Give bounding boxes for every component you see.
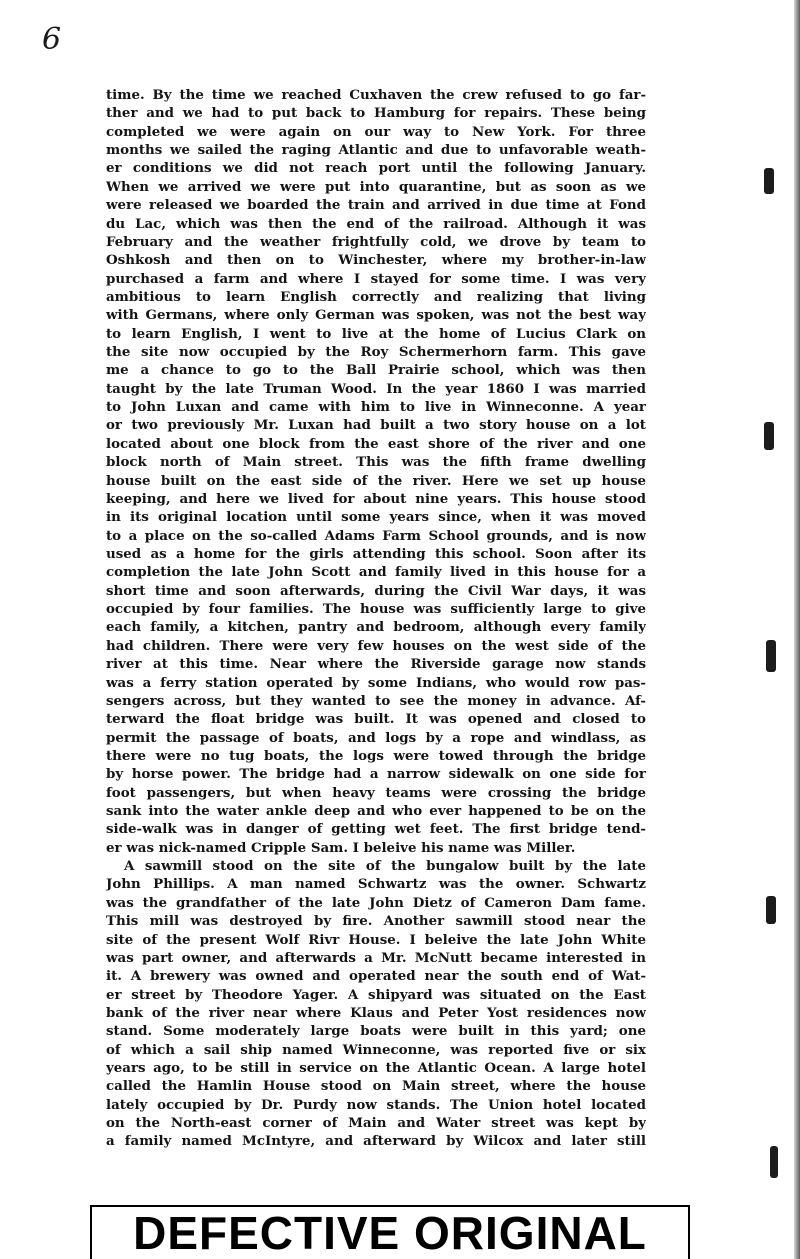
text-line: or two previously Mr. Luxan had built a two story house on a lot <box>106 417 646 434</box>
text-line: taught by the late Truman Wood. In the year 1860 I was married <box>106 380 646 397</box>
text-line: er street by Theodore Yager. A shipyard was situated on the East <box>106 986 646 1003</box>
text-line: of which a sail ship named Winneconne, was reported five or six <box>106 1041 646 1058</box>
text-line: in its original location until some years since, when it was moved <box>106 509 646 526</box>
text-line: was a ferry station operated by some Indians, who would row pas- <box>106 674 646 691</box>
text-line: terward the float bridge was built. It was opened and closed to <box>106 711 646 728</box>
margin-mark <box>764 168 774 194</box>
text-line: er conditions we did not reach port until the following January. <box>106 160 646 177</box>
text-line: months we sailed the raging Atlantic and due to unfavorable weath- <box>106 142 646 159</box>
text-line: by horse power. The bridge had a narrow sidewalk on one side for <box>106 766 646 783</box>
text-line: river at this time. Near where the Riverside garage now stands <box>106 656 646 673</box>
text-line: was part owner, and afterwards a Mr. McNutt became interested in <box>106 949 646 966</box>
text-line: site of the present Wolf Rivr House. I beleive the late John White <box>106 931 646 948</box>
text-line: completed we were again on our way to New York. For three <box>106 123 646 140</box>
text-line: to learn English, I went to live at the home of Lucius Clark on <box>106 325 646 342</box>
scan-edge-shadow <box>794 0 800 1259</box>
text-line: house built on the east side of the river. Here we set up house <box>106 472 646 489</box>
text-line: short time and soon afterwards, during the Civil War days, it was <box>106 582 646 599</box>
margin-mark <box>764 422 774 450</box>
text-line: February and the weather frightfully cold, we drove by team to <box>106 233 646 250</box>
text-line: was the grandfather of the late John Dietz of Cameron Dam fame. <box>106 894 646 911</box>
text-line: called the Hamlin House stood on Main street, where the house <box>106 1078 646 1095</box>
text-line: sank into the water ankle deep and who ever happened to be on the <box>106 803 646 820</box>
text-line: ambitious to learn English correctly and realizing that living <box>106 288 646 305</box>
defective-original-stamp <box>90 1205 690 1259</box>
margin-mark <box>766 896 776 924</box>
text-line: ther and we had to put back to Hamburg for repairs. These being <box>106 105 646 122</box>
margin-mark <box>770 1146 778 1178</box>
text-line: purchased a farm and where I stayed for some time. I was very <box>106 270 646 287</box>
text-line: Oshkosh and then on to Winchester, where my brother-in-law <box>106 252 646 269</box>
text-line: sengers across, but they wanted to see the money in advance. Af- <box>106 692 646 709</box>
body-text-column <box>106 86 646 1151</box>
text-line: to John Luxan and came with him to live in Winneconne. A year <box>106 399 646 416</box>
text-line: completion the late John Scott and family lived in this house for a <box>106 564 646 581</box>
text-line: stand. Some moderately large boats were built in this yard; one <box>106 1023 646 1040</box>
text-line: with Germans, where only German was spoken, was not the best way <box>106 307 646 324</box>
text-line: John Phillips. A man named Schwartz was the owner. Schwartz <box>106 876 646 893</box>
text-line: each family, a kitchen, pantry and bedroom, although every family <box>106 619 646 636</box>
text-line: had children. There were very few houses on the west side of the <box>106 637 646 654</box>
text-line: to a place on the so-called Adams Farm School grounds, and is now <box>106 527 646 544</box>
text-line: keeping, and here we lived for about nine years. This house stood <box>106 490 646 507</box>
text-line: block north of Main street. This was the fifth frame dwelling <box>106 454 646 471</box>
text-line: This mill was destroyed by fire. Another sawmill stood near the <box>106 913 646 930</box>
text-line: located about one block from the east shore of the river and one <box>106 435 646 452</box>
text-line: du Lac, which was then the end of the railroad. Although it was <box>106 215 646 232</box>
text-line: me a chance to go to the Ball Prairie school, which was then <box>106 362 646 379</box>
text-line: there were no tug boats, the logs were towed through the bridge <box>106 747 646 764</box>
text-line: on the North-east corner of Main and Water street was kept by <box>106 1115 646 1132</box>
text-line: When we arrived we were put into quarantine, but as soon as we <box>106 178 646 195</box>
text-line: occupied by four families. The house was sufficiently large to give <box>106 601 646 618</box>
text-line: time. By the time we reached Cuxhaven the crew refused to go far- <box>106 87 646 103</box>
defective-original-label: DEFECTIVE ORIGINAL <box>133 1207 647 1259</box>
text-line: lately occupied by Dr. Purdy now stands. The Union hotel located <box>106 1096 646 1113</box>
text-line: A sawmill stood on the site of the bungalow built by the late <box>124 858 646 875</box>
margin-mark <box>766 640 776 672</box>
text-line: foot passengers, but when heavy teams were crossing the bridge <box>106 784 646 801</box>
text-line: bank of the river near where Klaus and Peter Yost residences now <box>106 1004 646 1021</box>
text-line: the site now occupied by the Roy Schermerhorn farm. This gave <box>106 344 646 361</box>
text-line: er was nick-named Cripple Sam. I beleive his name was Miller. <box>106 839 576 856</box>
page-number: 6 <box>42 22 62 57</box>
text-line: it. A brewery was owned and operated near the south end of Wat- <box>106 968 646 985</box>
text-line: were released we boarded the train and arrived in due time at Fond <box>106 197 646 214</box>
text-line: years ago, to be still in service on the Atlantic Ocean. A large hotel <box>106 1060 646 1077</box>
text-line: used as a home for the girls attending this school. Soon after its <box>106 545 646 562</box>
text-line: a family named McIntyre, and afterward by Wilcox and later still <box>106 1133 646 1150</box>
text-line: side-walk was in danger of getting wet feet. The first bridge tend- <box>106 821 646 838</box>
text-line: permit the passage of boats, and logs by a rope and windlass, as <box>106 729 646 746</box>
